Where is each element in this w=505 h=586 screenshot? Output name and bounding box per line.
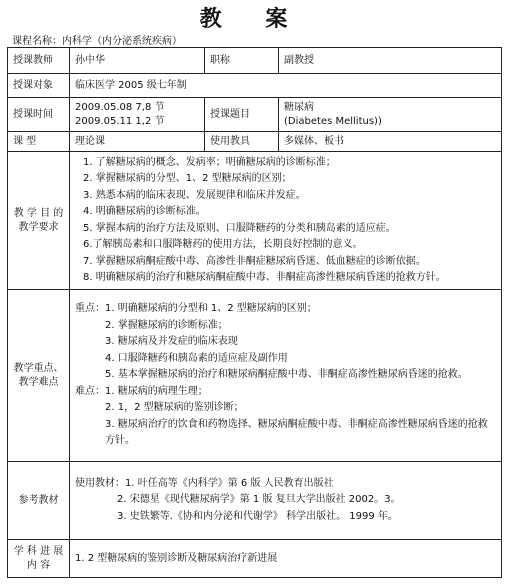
teacher-row — [8, 48, 502, 74]
objective-item: 3. 熟悉本病的临床表现、发展规律和临床并发症。 — [83, 189, 306, 201]
progress-label-line-2: 内 容 — [26, 559, 51, 571]
objectives-label-line-2: 教学要求 — [18, 221, 59, 233]
objective-item: 8. 明确糖尿病的治疗和糖尿病酮症酸中毒、非酮症高渗性糖尿病昏迷的抢救方针。 — [83, 272, 446, 283]
title-value: 副教授 — [279, 48, 502, 74]
topic-line-1: 糖尿病 — [284, 102, 314, 113]
type-row — [8, 132, 502, 152]
tools-label: 使用教具 — [205, 132, 279, 152]
time-line-2: 2009.05.11 1,2 节 — [75, 115, 165, 127]
objectives-content — [70, 152, 502, 290]
topic-line-2: (Diabetes Mellitus)) — [284, 115, 382, 127]
topic-value — [279, 98, 502, 132]
time-line-1: 2009.05.08 7,8 节 — [75, 102, 165, 113]
key-point-item: 重点：1. 明确糖尿病的分型和 1、2 型糖尿病的区别； — [75, 303, 317, 315]
keypoints-label-line-2: 教学难点 — [18, 376, 59, 388]
type-value: 理论课 — [70, 132, 205, 152]
progress-content: 1. 2 型糖尿病的鉴别诊断及糖尿病治疗新进展 — [70, 540, 502, 578]
objectives-label — [8, 152, 70, 290]
objective-item: 6.了解胰岛素和口服降糖药的使用方法，长期良好控制的意义。 — [83, 239, 363, 250]
audience-row — [8, 74, 502, 98]
tools-value: 多媒体、板书 — [279, 132, 502, 152]
keypoints-label — [8, 290, 70, 462]
key-point-item: 5. 基本掌握糖尿病的治疗和糖尿病酮症酸中毒、非酮症高渗性糖尿病昏迷的抢救。 — [105, 369, 468, 381]
course-name: 课程名称：内科学（内分泌系统疾病） — [12, 36, 182, 47]
reference-item: 2. 宋德星《现代糖尿病学》第 1 版 复旦大学出版社 2002。3。 — [117, 494, 401, 506]
type-label: 课 型 — [8, 132, 70, 152]
lesson-plan-table — [7, 47, 502, 578]
objective-item: 2. 掌握糖尿病的分型、1、2 型糖尿病的区别； — [83, 173, 292, 184]
teacher-label: 授课教师 — [8, 48, 70, 74]
time-label: 授课时间 — [8, 98, 70, 132]
progress-label — [8, 540, 70, 578]
reference-item: 3. 史铁繁等.《协和内分泌和代谢学》 科学出版社。 1999 年。 — [117, 510, 398, 522]
progress-row — [8, 540, 502, 578]
difficult-point-item: 3. 糖尿病治疗的饮食和药物选择、糖尿病酮症酸中毒、非酮症高渗性糖尿病昏迷的抢救方针。 — [105, 418, 488, 447]
objectives-row — [8, 152, 502, 290]
objectives-label-line-1: 教 学 目 的 — [13, 208, 64, 219]
difficult-point-item: 2. 1，2 型糖尿病的鉴别诊断； — [105, 402, 244, 414]
key-point-item: 2. 掌握糖尿病的诊断标准； — [105, 319, 228, 331]
topic-label: 授课题目 — [205, 98, 279, 132]
key-point-item: 4. 口服降糖药和胰岛素的适应症及副作用 — [105, 352, 288, 364]
difficult-point-item: 难点：1. 糖尿病的病理生理； — [75, 385, 208, 397]
keypoints-content — [70, 290, 502, 462]
references-row — [8, 462, 502, 540]
objective-item: 4. 明确糖尿病的诊断标准。 — [83, 206, 206, 217]
objective-item: 1. 了解糖尿病的概念、发病率；明确糖尿病的诊断标准； — [83, 156, 336, 168]
page-title: 教 案 — [199, 6, 306, 32]
title-label: 职称 — [205, 48, 279, 74]
references-content — [70, 462, 502, 540]
references-label: 参考教材 — [8, 462, 70, 540]
teacher-value: 孙中华 — [70, 48, 205, 74]
key-point-item: 3. 糖尿病及并发症的临床表现 — [105, 336, 238, 348]
objective-item: 7. 掌握糖尿病酮症酸中毒、高渗性非酮症糖尿病昏迷、低血糖症的诊断依据。 — [83, 255, 426, 267]
keypoints-row — [8, 290, 502, 462]
audience-value: 临床医学 2005 级七年制 — [70, 74, 502, 98]
time-value — [70, 98, 205, 132]
progress-label-line-1: 学 科 进 展 — [13, 546, 64, 557]
reference-item: 使用教材：1. 叶任高等《内科学》第 6 版 人民教育出版社 — [75, 477, 334, 489]
objective-item: 5. 掌握本病的治疗方法及原则、口服降糖药的分类和胰岛素的适应症。 — [83, 222, 396, 234]
keypoints-label-line-1: 教学重点、 — [13, 363, 64, 374]
time-row — [8, 98, 502, 132]
audience-label: 授课对象 — [8, 74, 70, 98]
